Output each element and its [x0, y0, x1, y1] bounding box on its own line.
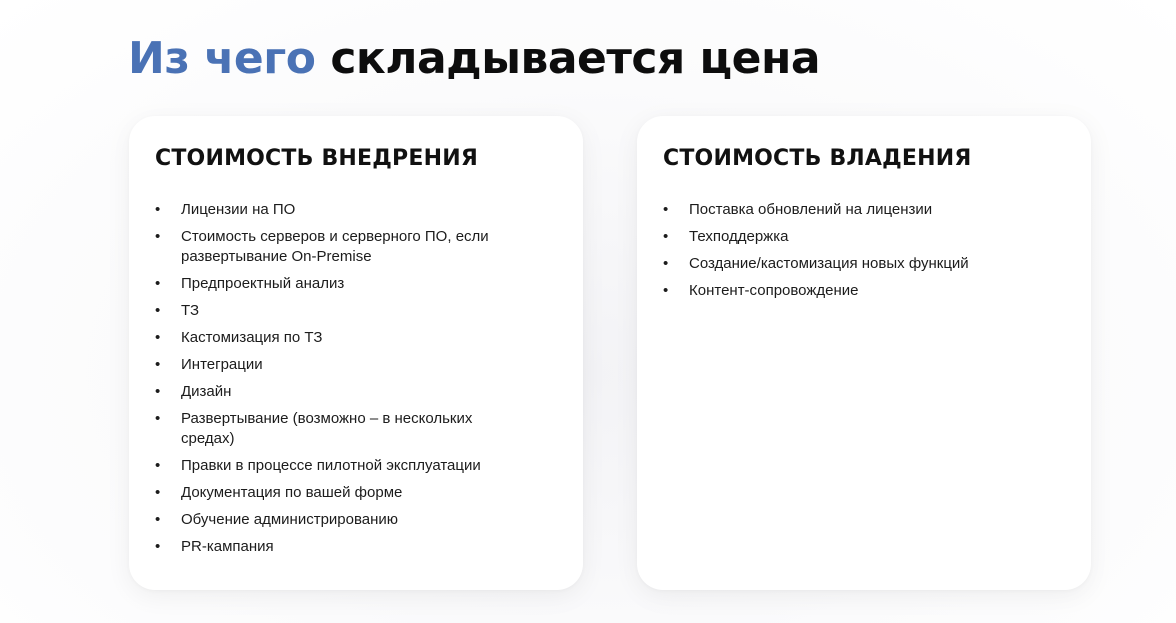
list-item — [155, 200, 521, 220]
page-title — [128, 30, 820, 88]
bullet-icon: • — [155, 275, 161, 292]
list-item-text: Документация по вашей форме — [181, 484, 403, 501]
list-item-text: PR-кампания — [181, 538, 274, 555]
implementation-cost-card — [129, 116, 583, 590]
card-heading: СТОИМОСТЬ ВНЕДРЕНИЯ — [155, 146, 478, 171]
list-item — [155, 355, 521, 375]
list-item — [155, 382, 521, 402]
list-item-text: Дизайн — [181, 383, 232, 400]
list-item — [663, 227, 1029, 247]
bullet-icon: • — [155, 457, 161, 474]
bullet-icon: • — [155, 484, 161, 501]
list-item — [155, 328, 521, 348]
bullet-icon: • — [663, 228, 669, 245]
list-item — [155, 537, 521, 557]
bullet-icon: • — [155, 383, 161, 400]
bullet-icon: • — [155, 329, 161, 346]
list-item-text: Обучение администрированию — [181, 511, 399, 528]
card-heading: СТОИМОСТЬ ВЛАДЕНИЯ — [663, 146, 972, 171]
ownership-cost-list — [663, 200, 1065, 301]
list-item-text: Поставка обновлений на лицензии — [689, 201, 933, 218]
list-item-text: Создание/кастомизация новых функций — [689, 255, 969, 272]
list-item-text: Кастомизация по ТЗ — [181, 329, 323, 346]
bullet-icon: • — [155, 228, 161, 245]
title-accent: Из чего — [128, 33, 316, 84]
list-item — [155, 274, 521, 294]
bullet-icon: • — [663, 201, 669, 218]
list-item-text: Стоимость серверов и серверного ПО, если развертывание On-Premise — [181, 228, 489, 265]
list-item-text: Правки в процессе пилотной эксплуатации — [181, 457, 481, 474]
list-item — [663, 200, 1029, 220]
bullet-icon: • — [155, 201, 161, 218]
list-item-text: Техподдержка — [689, 228, 789, 245]
ownership-cost-card — [637, 116, 1091, 590]
bullet-icon: • — [155, 538, 161, 555]
implementation-cost-list — [155, 200, 557, 557]
list-item-text: Интеграции — [181, 356, 263, 373]
bullet-icon: • — [155, 511, 161, 528]
bullet-icon: • — [155, 410, 161, 427]
list-item — [155, 409, 521, 449]
bullet-icon: • — [663, 255, 669, 272]
list-item-text: Предпроектный анализ — [181, 275, 345, 292]
bullet-icon: • — [155, 356, 161, 373]
list-item — [663, 281, 1029, 301]
list-item — [155, 510, 521, 530]
list-item — [155, 301, 521, 321]
list-item — [155, 227, 521, 267]
list-item — [155, 483, 521, 503]
list-item — [155, 456, 521, 476]
bullet-icon: • — [663, 282, 669, 299]
list-item-text: Контент-сопровождение — [689, 282, 859, 299]
list-item — [663, 254, 1029, 274]
list-item-text: Развертывание (возможно – в нескольких средах) — [181, 410, 473, 447]
bullet-icon: • — [155, 302, 161, 319]
title-rest: складывается цена — [330, 33, 821, 84]
list-item-text: Лицензии на ПО — [181, 201, 296, 218]
list-item-text: ТЗ — [181, 302, 200, 319]
